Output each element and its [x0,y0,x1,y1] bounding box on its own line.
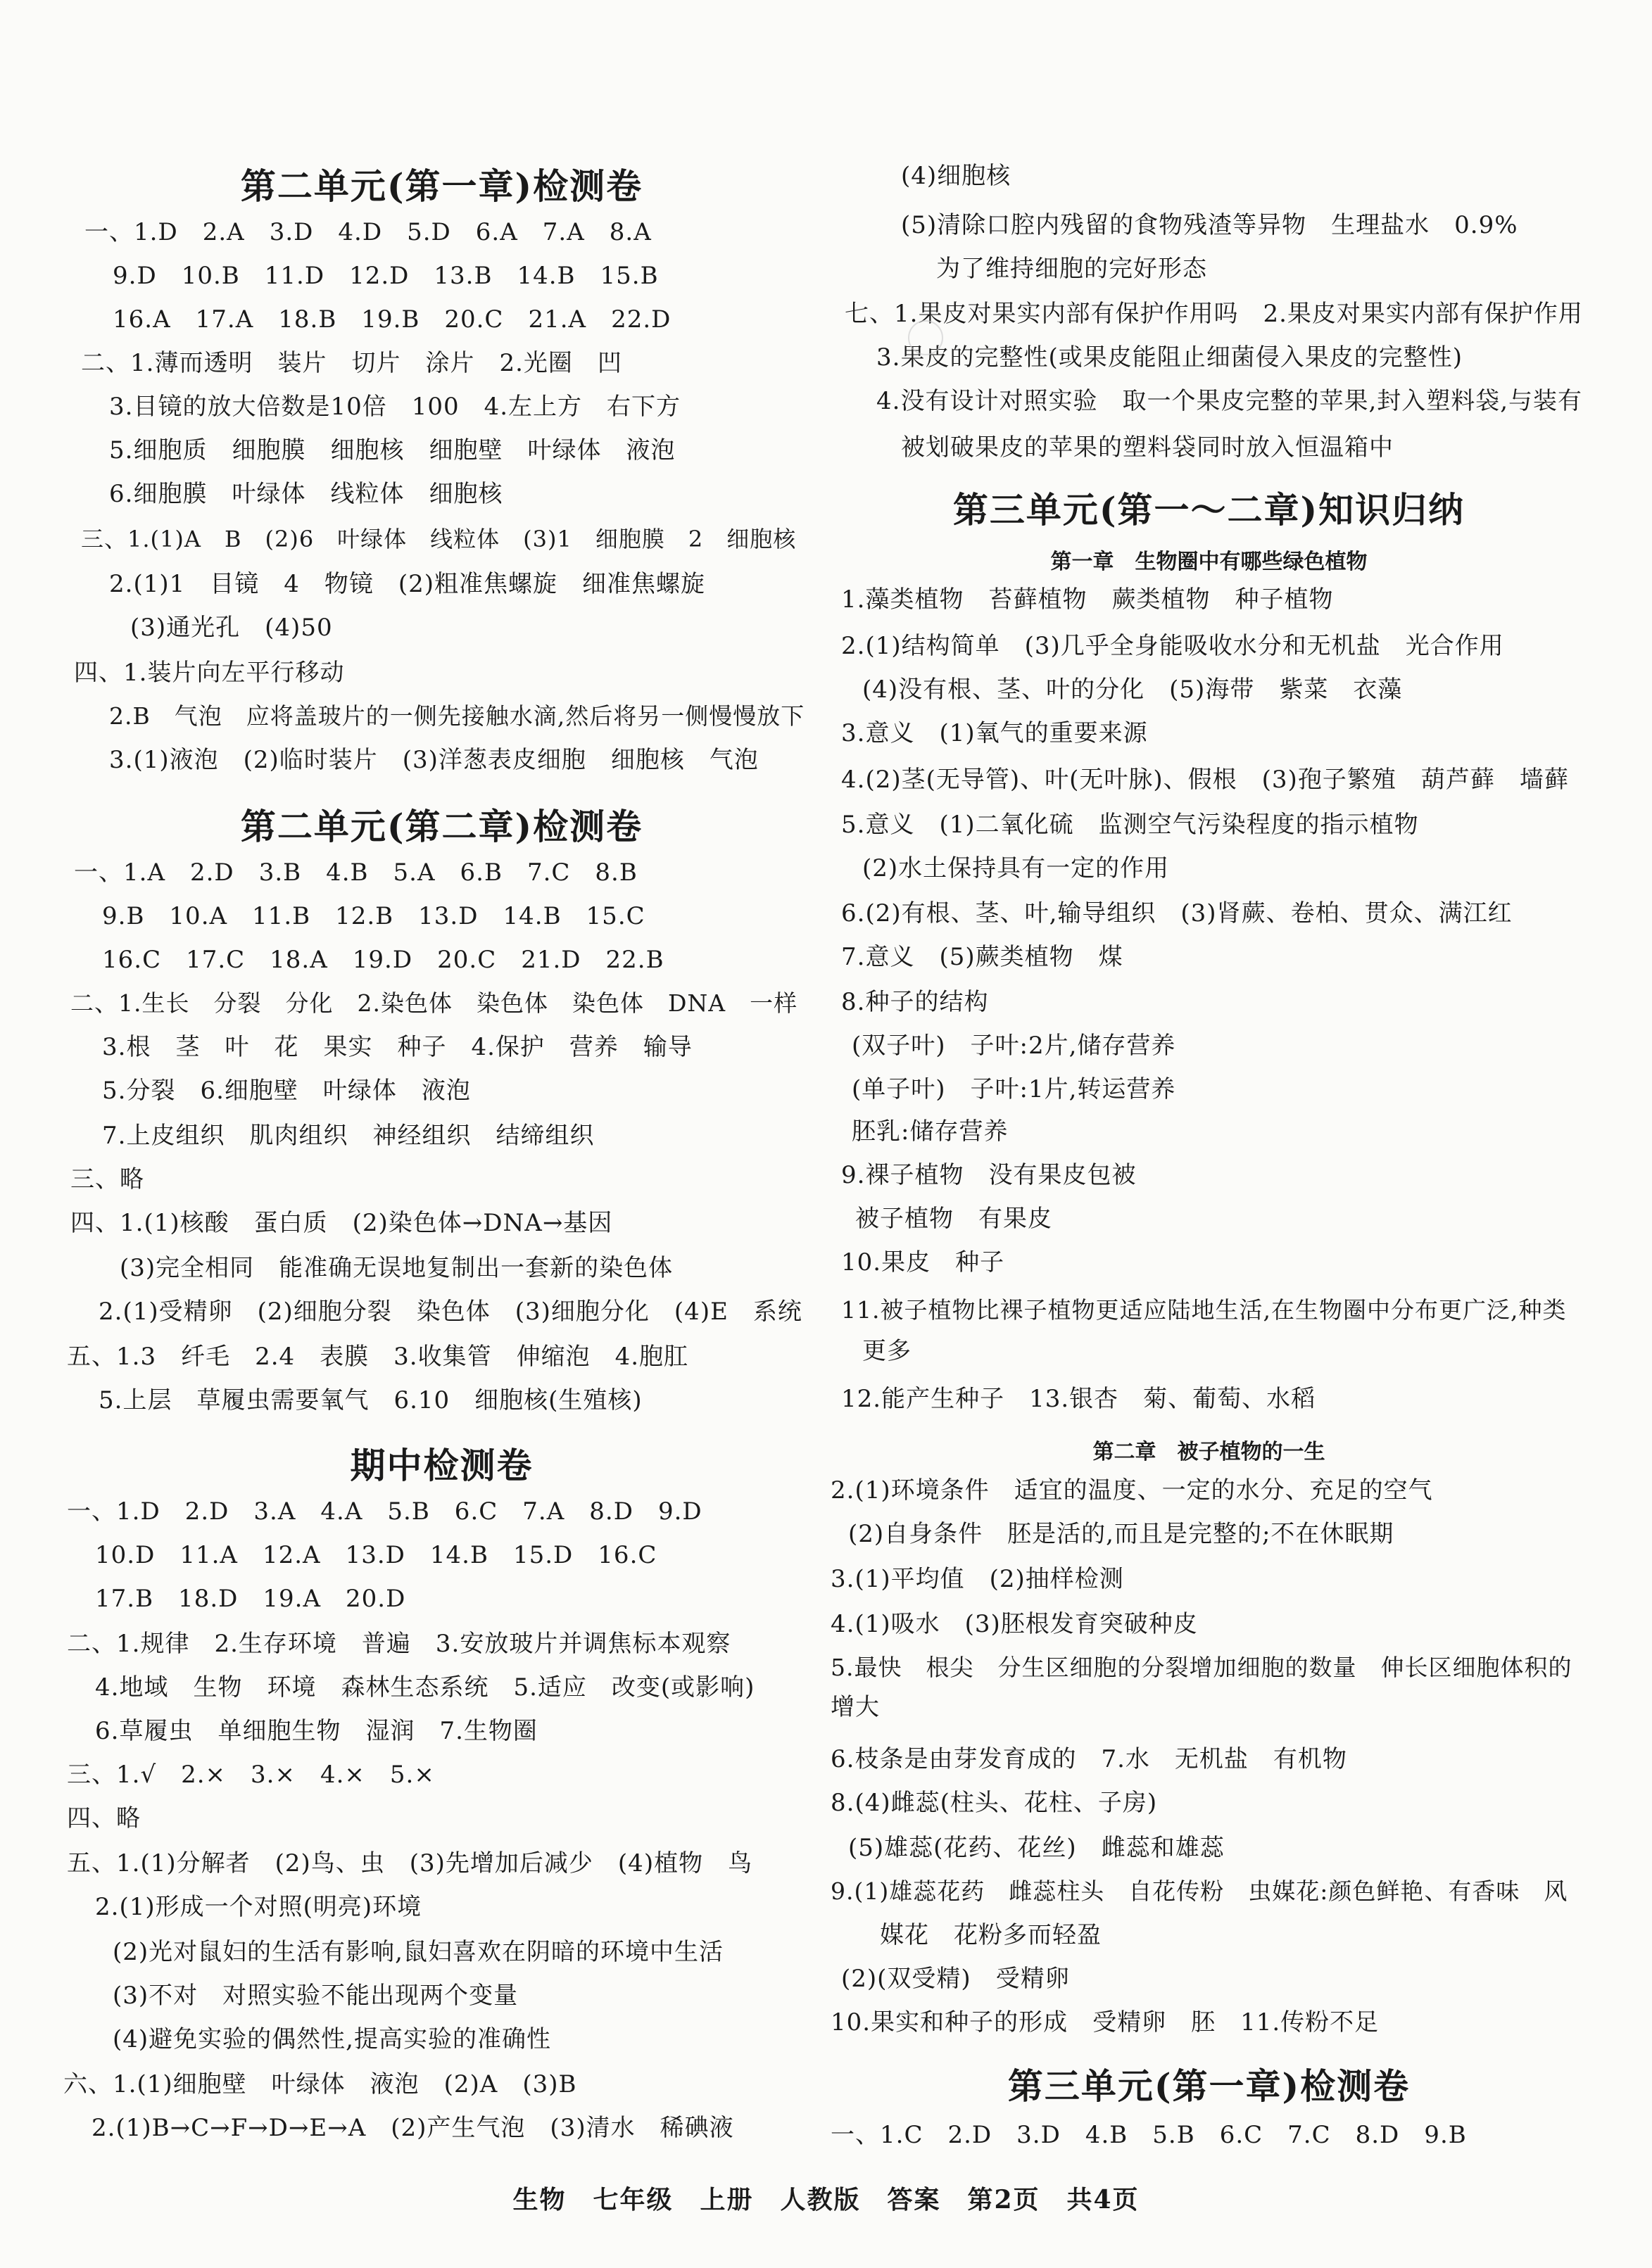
answer-line: (5)清除口腔内残留的食物残渣等异物 生理盐水 0.9% [901,211,1518,239]
answer-line: 四、1.装片向左平行移动 [74,659,345,687]
section-title: 第三单元(第一章)检测卷 [1007,2065,1411,2107]
answer-line: 3.意义 (1)氧气的重要来源 [841,719,1148,747]
answer-line: (2)自身条件 胚是活的,而且是完整的;不在休眠期 [848,1520,1394,1548]
answer-line: 8.种子的结构 [841,988,989,1016]
answer-line: 7.上皮组织 肌肉组织 神经组织 结缔组织 [102,1122,595,1150]
answer-line: 二、1.生长 分裂 分化 2.染色体 染色体 染色体 DNA 一样 [70,989,798,1017]
answer-line: (3)不对 对照实验不能出现两个变量 [113,1982,519,2010]
answer-line: (3)完全相同 能准确无误地复制出一套新的染色体 [120,1254,674,1282]
answer-line: 11.被子植物比裸子植物更适应陆地生活,在生物圈中分布更广泛,种类 [841,1296,1567,1324]
answer-line: 8.(4)雌蕊(柱头、花柱、子房) [831,1789,1158,1817]
answer-line: 更多 [862,1337,912,1365]
answer-line: 3.果皮的完整性(或果皮能阻止细菌侵入果皮的完整性) [876,343,1463,372]
answer-line: 16.A 17.A 18.B 19.B 20.C 21.A 22.D [113,305,671,334]
answer-line: 17.B 18.D 19.A 20.D [95,1585,406,1613]
answer-line: 五、1.(1)分解者 (2)鸟、虫 (3)先增加后减少 (4)植物 鸟 [67,1849,753,1877]
page-footer: 生物 七年级 上册 人教版 答案 第2页 共4页 [512,2185,1140,2215]
answer-line: 2.(1)B→C→F→D→E→A (2)产生气泡 (3)清水 稀碘液 [92,2114,734,2142]
section-title: 第二单元(第一章)检测卷 [240,165,643,207]
answer-line: 一、1.D 2.A 3.D 4.D 5.D 6.A 7.A 8.A [84,218,652,246]
answer-line: 5.分裂 6.细胞壁 叶绿体 液泡 [102,1077,471,1105]
answer-line: 一、1.D 2.D 3.A 4.A 5.B 6.C 7.A 8.D 9.D [67,1497,702,1526]
answer-line: 被划破果皮的苹果的塑料袋同时放入恒温箱中 [901,433,1394,462]
answer-line: 10.果皮 种子 [841,1248,1005,1276]
answer-line: 6.草履虫 单细胞生物 湿润 7.生物圈 [95,1717,538,1745]
answer-line: (4)避免实验的偶然性,提高实验的准确性 [113,2025,551,2053]
answer-line: 1.藻类植物 苔藓植物 蕨类植物 种子植物 [841,585,1334,614]
answer-line: 3.(1)平均值 (2)抽样检测 [831,1565,1124,1593]
section-title: 第三单元(第一～二章)知识归纳 [952,489,1465,531]
answer-line: 七、1.果皮对果实内部有保护作用吗 2.果皮对果实内部有保护作用 [845,300,1583,328]
answer-line: 5.细胞质 细胞膜 细胞核 细胞壁 叶绿体 液泡 [109,436,676,464]
answer-line: 2.(1)环境条件 适宜的温度、一定的水分、充足的空气 [831,1476,1433,1504]
answer-line: (2)光对鼠妇的生活有影响,鼠妇喜欢在阴暗的环境中生活 [113,1938,724,1966]
chapter-title: 第一章 生物圈中有哪些绿色植物 [1050,550,1368,574]
answer-line: 10.D 11.A 12.A 13.D 14.B 15.D 16.C [95,1541,657,1569]
answer-line: 五、1.3 纤毛 2.4 表膜 3.收集管 伸缩泡 4.胞肛 [67,1343,689,1371]
answer-line: 5.意义 (1)二氧化硫 监测空气污染程度的指示植物 [841,811,1419,839]
answer-line: 6.(2)有根、茎、叶,输导组织 (3)肾蕨、卷柏、贯众、满江红 [841,899,1513,927]
answer-line: 9.裸子植物 没有果皮包被 [841,1161,1137,1189]
answer-line: 7.意义 (5)蕨类植物 煤 [841,943,1123,971]
answer-line: 胚乳:储存营养 [852,1117,1009,1146]
answer-line: 2.(1)受精卵 (2)细胞分裂 染色体 (3)细胞分化 (4)E 系统 [99,1298,802,1326]
answer-line: (单子叶) 子叶:1片,转运营养 [852,1075,1176,1103]
answer-line: 一、1.C 2.D 3.D 4.B 5.B 6.C 7.C 8.D 9.B [831,2121,1467,2149]
answer-line: 4.地域 生物 环境 森林生态系统 5.适应 改变(或影响) [95,1673,755,1702]
answer-line: 12.能产生种子 13.银杏 菊、葡萄、水稻 [841,1385,1316,1413]
answer-line: 四、略 [67,1804,141,1832]
answer-line: 6.枝条是由芽发育成的 7.水 无机盐 有机物 [831,1745,1347,1773]
answer-line: 为了维持细胞的完好形态 [936,255,1207,283]
answer-line: 3.目镜的放大倍数是10倍 100 4.左上方 右下方 [109,393,681,421]
answer-line: 3.(1)液泡 (2)临时装片 (3)洋葱表皮细胞 细胞核 气泡 [109,746,759,774]
answer-line: (4)没有根、茎、叶的分化 (5)海带 紫菜 衣藻 [862,676,1403,704]
answer-line: 6.细胞膜 叶绿体 线粒体 细胞核 [109,480,503,508]
answer-line: (双子叶) 子叶:2片,储存营养 [852,1032,1176,1060]
answer-line: 2.(1)形成一个对照(明亮)环境 [95,1893,422,1921]
answer-line: 5.上层 草履虫需要氧气 6.10 细胞核(生殖核) [99,1386,643,1414]
chapter-title: 第二章 被子植物的一生 [1092,1440,1325,1464]
section-title: 期中检测卷 [350,1445,534,1486]
answer-line: 9.D 10.B 11.D 12.D 13.B 14.B 15.B [113,262,659,290]
answer-line: 三、略 [70,1165,144,1193]
answer-line: (2)(双受精) 受精卵 [841,1965,1070,1993]
answer-line: (2)水土保持具有一定的作用 [862,854,1170,882]
answer-line: (4)细胞核 [901,162,1011,190]
answer-line: 4.没有设计对照实验 取一个果皮完整的苹果,封入塑料袋,与装有 [876,387,1583,415]
answer-line: (5)雄蕊(花药、花丝) 雌蕊和雄蕊 [848,1834,1225,1862]
answer-line: 一、1.A 2.D 3.B 4.B 5.A 6.B 7.C 8.B [74,859,638,887]
answer-line: 4.(1)吸水 (3)胚根发育突破种皮 [831,1610,1198,1638]
answer-line: 三、1.(1)A B (2)6 叶绿体 线粒体 (3)1 细胞膜 2 细胞核 [81,526,797,552]
answer-line: 5.最快 根尖 分生区细胞的分裂增加细胞的数量 伸长区细胞体积的 [831,1654,1572,1681]
answer-line: 9.B 10.A 11.B 12.B 13.D 14.B 15.C [102,902,645,930]
watermark-stamp-icon [908,320,943,355]
answer-line: 二、1.薄而透明 装片 切片 涂片 2.光圈 凹 [81,349,622,377]
answer-line: 9.(1)雄蕊花药 雌蕊柱头 自花传粉 虫媒花:颜色鲜艳、有香味 风 [831,1877,1568,1905]
answer-line: 16.C 17.C 18.A 19.D 20.C 21.D 22.B [102,946,664,974]
answer-line: 被子植物 有果皮 [855,1205,1052,1233]
answer-line: 2.B 气泡 应将盖玻片的一侧先接触水滴,然后将另一侧慢慢放下 [109,702,805,730]
answer-line: 2.(1)1 目镜 4 物镜 (2)粗准焦螺旋 细准焦螺旋 [109,570,706,598]
answer-line: 3.根 茎 叶 花 果实 种子 4.保护 营养 输导 [102,1033,693,1061]
section-title: 第二单元(第二章)检测卷 [240,806,643,847]
answer-line: 2.(1)结构简单 (3)几乎全身能吸收水分和无机盐 光合作用 [841,632,1504,660]
answer-line: 增大 [831,1693,880,1721]
answer-line: 4.(2)茎(无导管)、叶(无叶脉)、假根 (3)孢子繁殖 葫芦藓 墙藓 [841,766,1569,794]
answer-line: (3)通光孔 (4)50 [130,614,333,642]
answer-line: 六、1.(1)细胞壁 叶绿体 液泡 (2)A (3)B [63,2070,577,2098]
answer-line: 三、1.√ 2.× 3.× 4.× 5.× [67,1761,435,1789]
answer-line: 四、1.(1)核酸 蛋白质 (2)染色体→DNA→基因 [70,1209,613,1237]
answer-line: 10.果实和种子的形成 受精卵 胚 11.传粉不足 [831,2008,1380,2036]
answer-line: 二、1.规律 2.生存环境 普遍 3.安放玻片并调焦标本观察 [67,1630,731,1658]
answer-line: 媒花 花粉多而轻盈 [880,1921,1102,1949]
